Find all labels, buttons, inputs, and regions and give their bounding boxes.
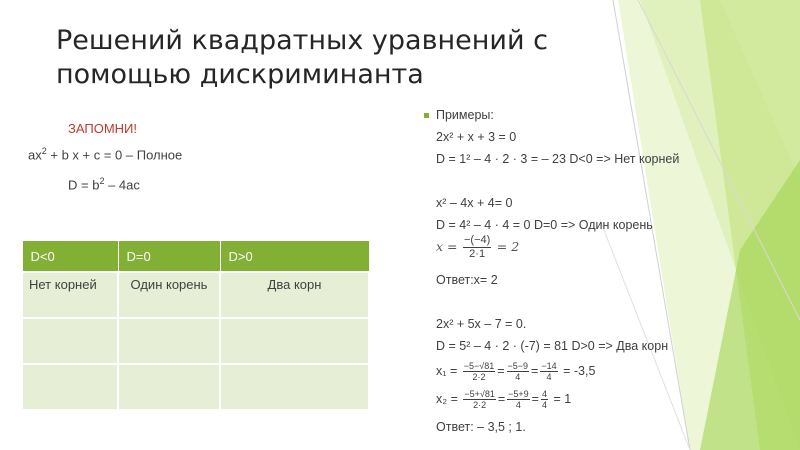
x1-fraction-1 (463, 361, 495, 382)
fraction-denominator: 2·1 (469, 248, 486, 260)
x1-result: = -3,5 (563, 363, 596, 378)
disc-part-a: D = b (68, 177, 100, 193)
examples-heading: Примеры: (436, 108, 494, 122)
page-title: Решений квадратных уравнений с помощью дискриминанта (56, 25, 548, 90)
table-row (22, 364, 369, 410)
x2-lhs: x₂ = (436, 391, 458, 406)
example2-answer: Ответ:x= 2 (436, 273, 498, 287)
example2-equation: x² – 4x + 4= 0 (436, 196, 513, 210)
table-cell (22, 364, 118, 410)
full-equation (28, 146, 182, 162)
example1-discriminant: D = 1² – 4 · 2 · 3 = – 23 D<0 => Нет корней (436, 152, 680, 166)
example1-equation: 2x² + x + 3 = 0 (436, 130, 517, 144)
fraction-denominator: 4 (515, 372, 521, 382)
header-d-positive: D>0 (220, 241, 369, 273)
fraction-numerator: −5−9 (507, 361, 529, 371)
fraction-denominator: 4 (515, 400, 521, 410)
table-row (22, 318, 369, 364)
fraction-numerator: −(−4) (463, 234, 491, 246)
table-header-row (22, 241, 369, 273)
x1-fraction-2 (507, 361, 530, 382)
x1-fraction-3 (540, 361, 557, 382)
fraction-numerator: −5+9 (508, 389, 529, 399)
disc-exponent: 2 (99, 176, 105, 186)
x2-fraction-3 (541, 389, 548, 410)
fraction-denominator: 2·2 (472, 372, 486, 382)
full-eq-part-a: ax (28, 147, 42, 163)
header-d-zero: D=0 (118, 241, 220, 273)
fraction-numerator: −5+√81 (464, 389, 495, 399)
x2-result: = 1 (553, 391, 572, 406)
example2-root (436, 234, 519, 261)
fraction-numerator: −5−√81 (463, 361, 495, 371)
fraction-denominator: 4 (541, 400, 547, 410)
disc-part-b: – 4ac (104, 177, 140, 193)
bullet-marker (424, 113, 429, 118)
fraction-numerator: 4 (541, 389, 547, 399)
example3-answer: Ответ: – 3,5 ; 1. (436, 420, 526, 434)
fraction-denominator: 2·2 (473, 400, 487, 410)
table-cell (118, 364, 220, 410)
root-rhs: = 2 (496, 238, 520, 254)
fraction-denominator: 4 (546, 372, 552, 382)
x2-fraction-2 (507, 389, 530, 410)
example3-root-x2: x₂ = $\frac{-5+√81}{2\cdot 2}$ = $\frac{-5+9}{4}$ = $\frac{4}{4}$ = 1 (436, 389, 572, 410)
root-lhs: x = (436, 238, 458, 254)
example3-discriminant: D = 5² – 4 · 2 · (-7) = 81 D>0 => Два корн (436, 339, 669, 353)
table-cell (220, 364, 369, 410)
root-fraction (463, 234, 491, 261)
full-eq-exponent: 2 (41, 146, 47, 156)
fraction-numerator: −14 (541, 361, 557, 371)
example3-equation: 2x² + 5x – 7 = 0. (436, 317, 527, 331)
table-row (22, 272, 369, 318)
table-cell (220, 318, 369, 364)
example3-root-x1: x₁ = $\frac{-5-√81}{2\cdot 2}$ = $\frac{-5-9}{4}$ = $\frac{-14}{4}$ = -3,5 (436, 361, 596, 382)
table-cell (118, 318, 220, 364)
full-eq-part-b: + b x + c = 0 – Полное (46, 147, 183, 163)
header-d-negative: D<0 (22, 241, 118, 273)
x2-fraction-1 (463, 389, 495, 410)
x1-lhs: x₁ = (436, 363, 458, 378)
discriminant-table (21, 240, 370, 411)
discriminant-formula (68, 176, 140, 192)
table-cell: Один корень (118, 272, 220, 318)
table-cell: Нет корней (22, 272, 118, 318)
example2-discriminant: D = 4² – 4 · 4 = 0 D=0 => Один корень (436, 218, 653, 232)
remember-label: ЗАПОМНИ! (68, 121, 138, 136)
table-cell: Два корн (220, 272, 369, 318)
table-cell (22, 318, 118, 364)
